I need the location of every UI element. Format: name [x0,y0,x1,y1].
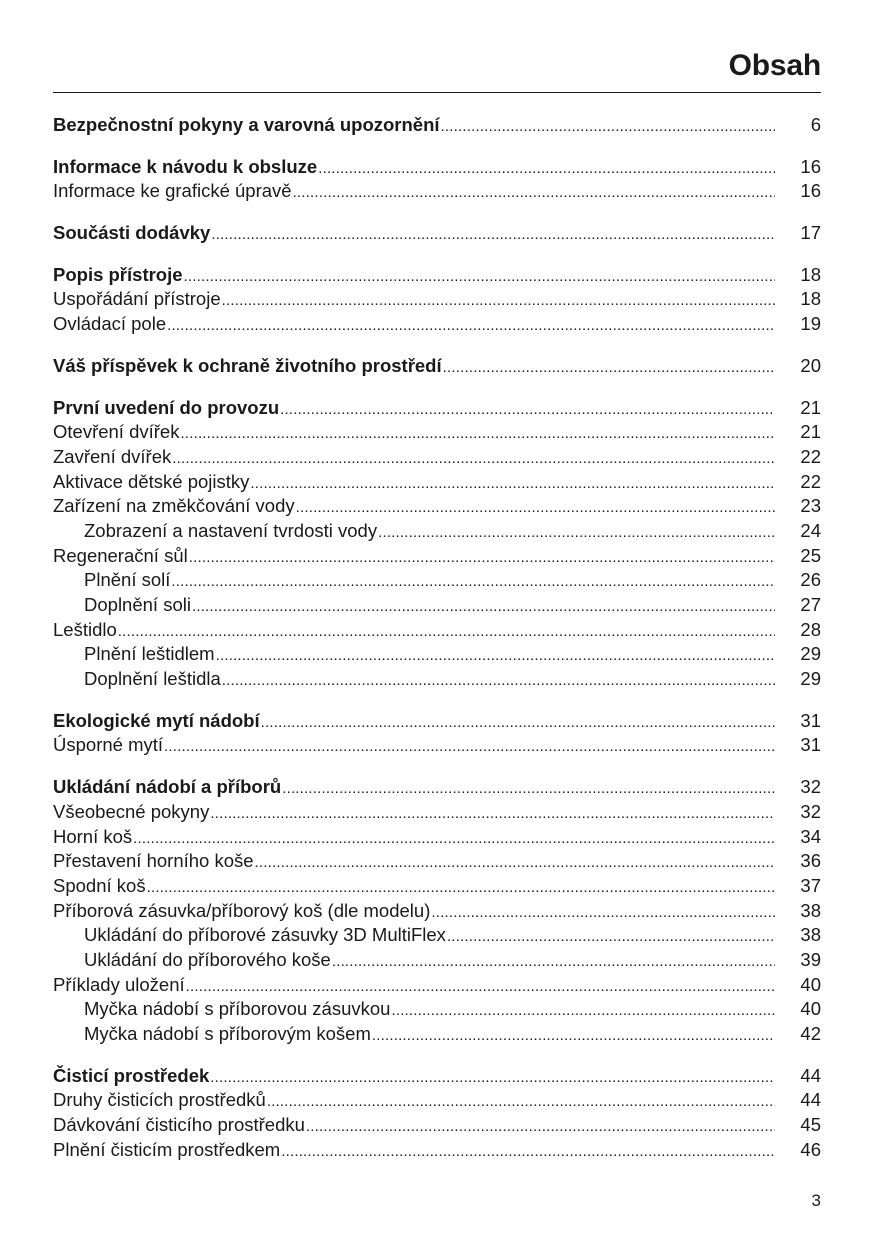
dot-leader [261,714,775,731]
toc-entry-page: 21 [800,421,821,443]
dot-leader [133,830,775,847]
toc-entry[interactable] [53,569,821,594]
toc-entry[interactable] [53,1139,821,1164]
toc-entry[interactable] [53,446,821,471]
toc-entry-title: Ovládací pole [53,313,167,335]
toc-entry-page: 16 [800,155,821,177]
toc-entry[interactable] [53,900,821,925]
toc-entry[interactable] [53,545,821,570]
toc-entry-page: 18 [800,263,821,285]
toc-entry-page: 31 [800,734,821,756]
toc-entry-title: Myčka nádobí s příborovým košem [84,1023,371,1044]
dot-leader [171,573,775,590]
dot-leader [147,879,775,896]
toc-entry-page: 29 [800,668,821,690]
toc-entry-page: 40 [800,973,821,995]
dot-leader [211,226,775,243]
toc-entry[interactable] [53,826,821,851]
toc-section [53,397,821,693]
toc-entry[interactable] [53,801,821,826]
toc-entry[interactable] [53,222,821,247]
toc-entry-title: Doplnění soli [84,594,191,615]
toc-entry-page: 44 [800,1064,821,1086]
toc-entry-title: Součásti dodávky [53,222,211,244]
toc-entry-title: Příklady uložení [53,973,185,995]
toc-entry[interactable] [53,594,821,619]
toc-entry-page: 46 [800,1138,821,1160]
page-number: 3 [811,1191,821,1210]
dot-leader [184,268,775,285]
toc-entry-title: Plnění čisticím prostředkem [53,1138,281,1160]
dot-leader [293,184,775,201]
toc-entry-title: Všeobecné pokyny [53,800,210,822]
toc-entry[interactable] [53,734,821,759]
toc-entry[interactable] [53,180,821,205]
toc-entry[interactable] [53,421,821,446]
toc-entry-page: 40 [800,998,821,1020]
toc-entry-title: Váš příspěvek k ochraně životního prostředí [53,354,442,376]
page-title: Obsah [728,49,821,82]
dot-leader [296,499,775,516]
toc-entry-page: 32 [800,800,821,822]
dot-leader [216,647,775,664]
toc-entry[interactable] [53,397,821,422]
dot-leader [282,780,775,797]
dot-leader [431,904,775,921]
toc-entry[interactable] [53,495,821,520]
toc-entry[interactable] [53,776,821,801]
dot-leader [447,928,775,945]
dot-leader [441,118,775,135]
dot-leader [222,672,775,689]
toc-entry-page: 19 [800,313,821,335]
toc-entry-title: Zařízení na změkčování vody [53,495,295,517]
toc-entry-page: 37 [800,874,821,896]
toc-entry-page: 39 [800,948,821,970]
toc-section [53,776,821,1048]
dot-leader [318,160,775,177]
toc-entry[interactable] [53,850,821,875]
toc-entry-title: Otevření dvířek [53,421,180,443]
toc-entry[interactable] [53,643,821,668]
toc-entry[interactable] [53,949,821,974]
toc-entry-title: První uvedení do provozu [53,396,280,418]
toc-entry-page: 23 [800,495,821,517]
toc-entry-title: Plnění leštidlem [84,643,215,665]
toc-entry[interactable] [53,619,821,644]
toc-section [53,355,821,380]
dot-leader [255,854,775,871]
toc-entry[interactable] [53,313,821,338]
toc-entry-title: Regenerační sůl [53,544,188,566]
toc-entry[interactable] [53,1023,821,1048]
toc-entry[interactable] [53,710,821,735]
toc-entry-page: 27 [800,594,821,615]
toc-entry-page: 44 [800,1089,821,1111]
dot-leader [222,292,775,309]
toc-section [53,264,821,338]
dot-leader [281,1143,775,1160]
toc-entry[interactable] [53,875,821,900]
toc-section [53,1065,821,1164]
dot-leader [186,978,775,995]
dot-leader [180,425,775,442]
toc-entry-title: Zavření dvířek [53,445,172,467]
dot-leader [306,1118,775,1135]
toc-entry-title: Plnění solí [84,569,171,591]
toc-entry[interactable] [53,114,821,139]
toc-entry-page: 36 [800,850,821,872]
toc-section [53,710,821,759]
toc-entry[interactable] [53,1114,821,1139]
dot-leader [443,359,775,376]
toc-entry-title: Leštidlo [53,618,117,640]
toc-entry-title: Aktivace dětské pojistky [53,470,250,492]
toc-entry[interactable] [53,156,821,181]
toc-entry[interactable] [53,974,821,999]
dot-leader [332,953,775,970]
dot-leader [167,317,775,334]
dot-leader [210,805,775,822]
toc-entry-page: 31 [800,709,821,731]
toc-entry[interactable] [53,924,821,949]
toc-entry[interactable] [53,668,821,693]
toc-entry-page: 6 [810,114,821,135]
toc-entry-title: Ukládání do příborového koše [84,948,331,970]
toc-entry-page: 22 [800,470,821,492]
toc-entry-title: Horní koš [53,825,133,847]
dot-leader [118,623,775,640]
toc-entry-page: 26 [800,569,821,591]
toc-entry[interactable] [53,288,821,313]
toc-entry-page: 29 [800,643,821,665]
dot-leader [391,1002,775,1019]
dot-leader [250,475,775,492]
toc-entry-title: Informace ke grafické úpravě [53,180,292,202]
toc-entry-page: 38 [800,924,821,946]
toc-entry-title: Úsporné mytí [53,734,164,756]
dot-leader [378,524,775,541]
toc-entry-title: Ekologické mytí nádobí [53,709,260,731]
toc-entry-title: Dávkování čisticího prostředku [53,1114,305,1136]
toc-section [53,114,821,139]
toc-entry-title: Příborová zásuvka/příborový koš (dle modelu) [53,899,431,921]
toc-entry[interactable] [53,1065,821,1090]
toc-entry-title: Bezpečnostní pokyny a varovná upozornění [53,114,440,135]
toc-entry-page: 22 [800,445,821,467]
toc-entry[interactable] [53,520,821,545]
toc-entry-page: 21 [800,396,821,418]
toc-entry-page: 34 [800,825,821,847]
toc-entry-title: Ukládání do příborové zásuvky 3D MultiFlex [84,924,446,946]
toc-entry-title: Spodní koš [53,874,146,896]
dot-leader [189,549,775,566]
toc-entry-page: 20 [800,354,821,376]
toc-entry-page: 18 [800,288,821,310]
dot-leader [164,738,775,755]
toc-entry-title: Informace k návodu k obsluze [53,155,318,177]
toc-entry-page: 32 [800,776,821,798]
toc-entry[interactable] [53,998,821,1023]
title-divider [53,92,821,93]
dot-leader [172,450,775,467]
toc-entry-title: Čisticí prostředek [53,1064,210,1086]
dot-leader [267,1093,775,1110]
toc-entry-title: Myčka nádobí s příborovou zásuvkou [84,998,391,1020]
toc-entry-page: 42 [800,1023,821,1044]
toc-entry-page: 45 [800,1114,821,1136]
toc-entry[interactable] [53,355,821,380]
toc-entry[interactable] [53,471,821,496]
toc-section [53,156,821,205]
toc-entry-title: Ukládání nádobí a příborů [53,776,282,798]
toc-entry[interactable] [53,1089,821,1114]
toc-entry-title: Zobrazení a nastavení tvrdosti vody [84,519,378,541]
toc-entry-page: 16 [800,180,821,202]
toc-entry-title: Uspořádání přístroje [53,288,221,310]
toc-section [53,222,821,247]
toc-entry-title: Popis přístroje [53,263,183,285]
toc-entry-page: 38 [800,899,821,921]
dot-leader [372,1027,775,1044]
dot-leader [210,1069,775,1086]
toc-entry-page: 28 [800,618,821,640]
table-of-contents [53,114,821,1180]
toc-entry-page: 25 [800,544,821,566]
toc-entry-title: Doplnění leštidla [84,668,221,690]
toc-entry-title: Přestavení horního koše [53,850,254,872]
dot-leader [280,401,775,418]
toc-entry[interactable] [53,264,821,289]
dot-leader [192,598,775,615]
toc-entry-page: 17 [800,222,821,244]
toc-entry-page: 24 [800,519,821,541]
toc-entry-title: Druhy čisticích prostředků [53,1089,266,1111]
